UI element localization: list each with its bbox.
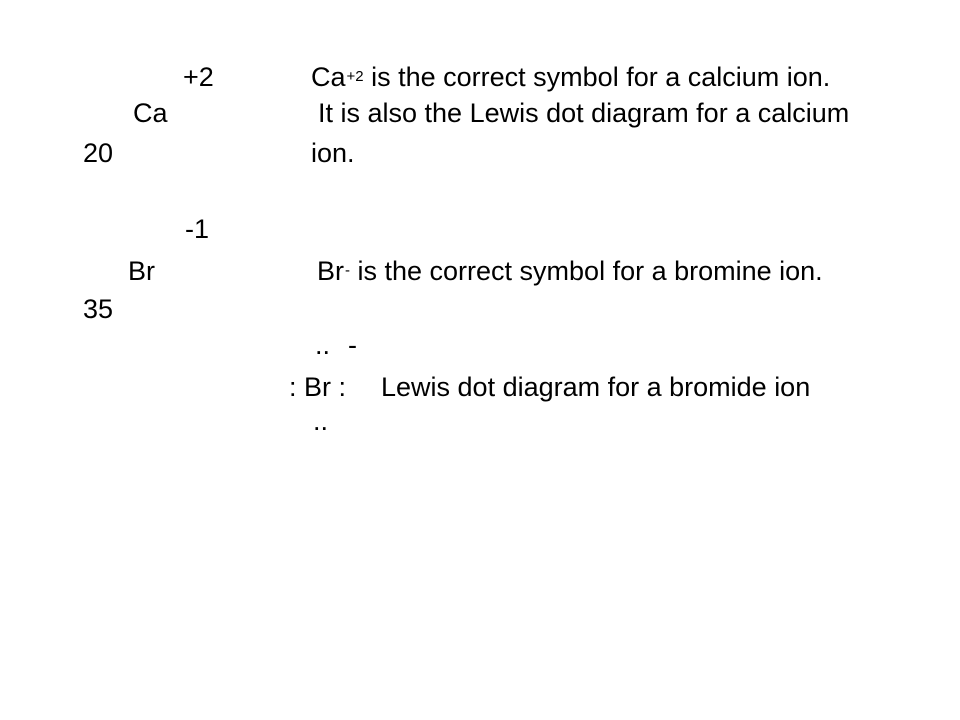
bromine-sentence-rest: is the correct symbol for a bromine ion. [350,256,823,286]
calcium-symbol: Ca [133,98,168,128]
bromide-top-dots: .. [315,330,331,360]
calcium-ion-symbol: Ca [311,62,346,92]
calcium-lewis-note: It is also the Lewis dot diagram for a calcium [318,98,850,128]
bromide-lewis-caption: Lewis dot diagram for a bromide ion [381,372,811,402]
calcium-atomic-number: 20 [83,138,114,168]
bromide-bottom-dots: .. [313,406,329,436]
bromine-symbol-sentence [317,256,823,291]
bromine-charge: -1 [185,214,210,244]
bromide-charge: - [348,330,357,360]
bromine-ion-charge: - [345,262,350,279]
bromine-ion-symbol: Br [317,256,344,286]
calcium-ion-charge: +2 [346,68,364,85]
calcium-sentence-rest: is the correct symbol for a calcium ion. [363,62,831,92]
bromine-symbol: Br [128,256,155,286]
calcium-lewis-note-cont: ion. [311,138,355,168]
calcium-symbol-sentence [311,62,830,97]
calcium-charge: +2 [183,62,214,92]
bromide-lewis-structure: : Br : [289,372,347,402]
bromine-mass-number: 35 [83,294,114,324]
